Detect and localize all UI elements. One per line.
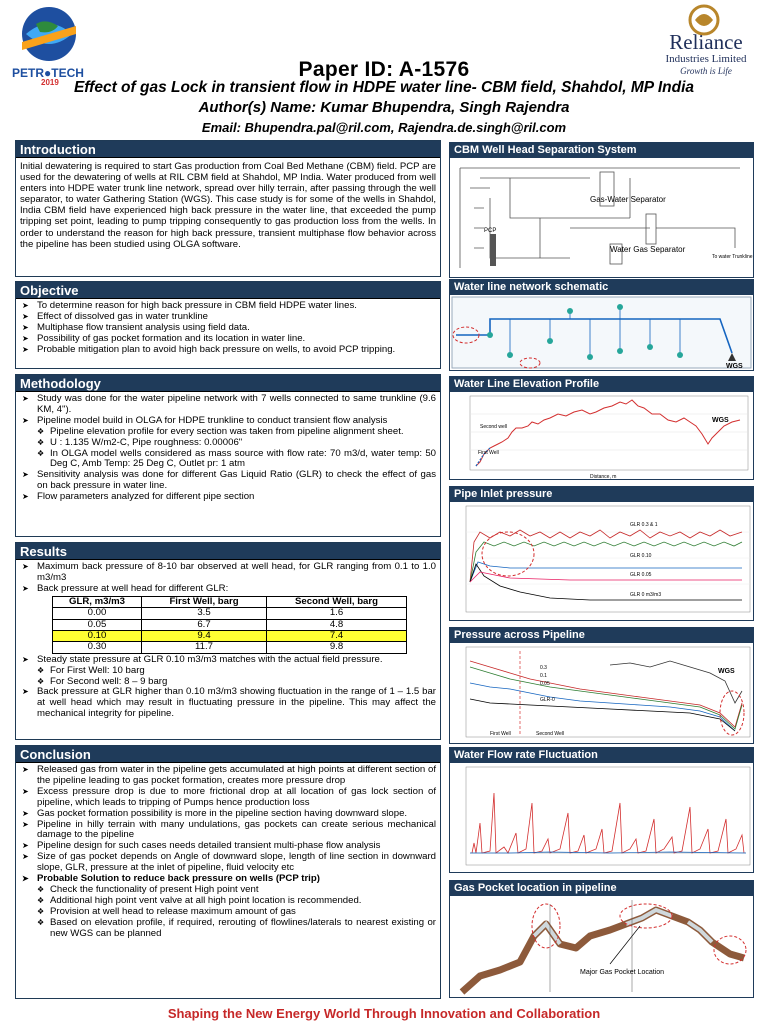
methodology-subitem: ❖ Pipeline elevation profile for every section was taken from pipeline alignment sheet. — [20, 427, 436, 438]
network-schematic-figure — [449, 279, 754, 371]
pressure-across-chart — [450, 643, 753, 743]
table-cell: 6.7 — [142, 619, 267, 630]
inlet-pressure-heading: Pipe Inlet pressure — [450, 487, 753, 502]
conclusion-item: ➤ Size of gas pocket depends on Angle of downward slope, length of line section in downward slope, GLR, pressure at the inlet of pipeline, fluid velocity etc — [20, 852, 436, 874]
gas-pocket-figure — [449, 880, 754, 998]
across-glr-label-1: 0.3 — [540, 665, 547, 671]
table-header-cell: First Well, barg — [142, 596, 267, 607]
inlet-glr-label-3: GLR 0.05 — [630, 572, 652, 578]
water-gas-separator-label: Water Gas Separator — [610, 245, 686, 254]
gas-pocket-label: Major Gas Pocket Location — [580, 969, 665, 976]
conclusion-section — [15, 745, 441, 999]
objective-item: ➤ Effect of dissolved gas in water trunkline — [20, 312, 436, 323]
across-glr-label-4: GLR-0 — [540, 697, 555, 703]
table-cell: 9.8 — [267, 642, 407, 653]
footer-tagline: Shaping the New Energy World Through Innovation and Collaboration — [167, 1006, 601, 1021]
methodology-subitem: ❖ U : 1.135 W/m2-C, Pipe roughness: 0.00006" — [20, 438, 436, 449]
elevation-second-well-label: Second well — [480, 424, 507, 430]
glr-pressure-table — [52, 596, 407, 654]
paper-id: Paper ID: A-1576 — [298, 58, 470, 81]
authors: Author(s) Name: Kumar Bhupendra, Singh Rajendra — [198, 99, 570, 116]
results-list-after — [16, 655, 440, 720]
conclusion-item: ➤ Pipeline in hilly terrain with many undulations, gas pockets can create serious mechanical damage to the pipeline — [20, 820, 436, 842]
conclusion-heading: Conclusion — [16, 746, 440, 763]
conclusion-item: ➤ Probable Solution to reduce back pressure on wells (PCP trip) — [20, 874, 436, 885]
methodology-list — [16, 392, 440, 503]
network-schematic-diagram — [450, 295, 753, 370]
conclusion-item: ➤ Gas pocket formation possibility is more in the pipeline section having downward slope. — [20, 809, 436, 820]
objective-heading: Objective — [16, 282, 440, 299]
results-item: ➤ Steady state pressure at GLR 0.10 m3/m3 matches with the actual field pressure. — [20, 655, 436, 666]
conclusion-subitem: ❖ Provision at well head to release maximum amount of gas — [20, 907, 436, 918]
table-row — [53, 630, 407, 641]
elevation-wgs-label: WGS — [712, 417, 729, 424]
network-wgs-label: WGS — [726, 363, 743, 370]
separation-system-figure — [449, 142, 754, 278]
objective-item: ➤ To determine reason for high back pressure in CBM field HDPE water lines. — [20, 301, 436, 312]
inlet-glr-label-4: GLR 0 m3/m3 — [630, 592, 662, 598]
inlet-glr-label-1: GLR 0.3 & 1 — [630, 522, 658, 528]
inlet-glr-label-2: GLR 0.10 — [630, 553, 652, 559]
petrotech-logo-year: 2019 — [41, 78, 59, 87]
inlet-pressure-figure — [449, 486, 754, 621]
emails: Email: Bhupendra.pal@ril.com, Rajendra.de.singh@ril.com — [201, 120, 567, 135]
table-cell: 0.05 — [53, 619, 142, 630]
table-cell: 3.5 — [142, 608, 267, 619]
methodology-item: ➤ Pipeline model build in OLGA for HDPE trunkline to conduct transient flow analysis — [20, 416, 436, 427]
methodology-section — [15, 374, 441, 537]
across-wgs-label: WGS — [718, 668, 735, 675]
flow-fluctuation-figure — [449, 747, 754, 873]
introduction-section — [15, 140, 441, 277]
table-cell: 7.4 — [267, 630, 407, 641]
pressure-across-figure — [449, 627, 754, 744]
across-glr-label-3: 0.05 — [540, 681, 550, 687]
elevation-first-well-label: First Well — [478, 450, 499, 456]
flow-fluctuation-chart — [450, 763, 753, 872]
results-subitem: ❖ For Second well: 8 – 9 barg — [20, 677, 436, 688]
conclusion-item: ➤ Pipeline design for such cases needs detailed transient multi-phase flow analysis — [20, 841, 436, 852]
reliance-logo-sub: Industries Limited — [665, 53, 747, 65]
methodology-item: ➤ Study was done for the water pipeline network with 7 wells connected to same trunkline (9.6 KM, 4"). — [20, 394, 436, 416]
table-row — [53, 619, 407, 630]
separation-system-diagram — [450, 158, 753, 277]
pcp-label: PCP — [484, 228, 497, 234]
results-item: ➤ Maximum back pressure of 8-10 bar observed at well head, for GLR ranging from 0.1 to 1.0 m3/m3 — [20, 562, 436, 584]
table-header-cell: Second Well, barg — [267, 596, 407, 607]
objective-list — [16, 299, 440, 356]
gas-pocket-heading: Gas Pocket location in pipeline — [450, 881, 753, 896]
reliance-logo-name: Reliance — [669, 30, 743, 54]
results-heading: Results — [16, 543, 440, 560]
network-schematic-heading: Water line network schematic — [450, 280, 753, 295]
results-subitem: ❖ For First Well: 10 barg — [20, 666, 436, 677]
table-cell: 0.30 — [53, 642, 142, 653]
table-cell: 0.00 — [53, 608, 142, 619]
methodology-subitem: ❖ In OLGA model wells considered as mass source with flow rate: 70 m3/d, water temp: 50 Deg C, Amb Temp: 25 Deg C, Outlet pr: 1 atm — [20, 449, 436, 471]
table-row — [53, 608, 407, 619]
across-first-well-label: First Well — [490, 731, 511, 737]
separation-system-heading: CBM Well Head Separation System — [450, 143, 753, 158]
methodology-heading: Methodology — [16, 375, 440, 392]
petrotech-logo-text: PETR●TECH — [12, 66, 84, 80]
results-list-before — [16, 560, 440, 595]
results-section — [15, 542, 441, 740]
conclusion-item: ➤ Excess pressure drop is due to more frictional drop at all location of gas lock section of pipeline, which leads to tripping of Pumps hence production loss — [20, 787, 436, 809]
reliance-logo-tagline: Growth is Life — [680, 66, 732, 76]
elevation-profile-figure — [449, 376, 754, 480]
across-second-well-label: Second Well — [536, 731, 564, 737]
flow-fluctuation-heading: Water Flow rate Fluctuation — [450, 748, 753, 763]
table-cell: 9.4 — [142, 630, 267, 641]
pressure-across-heading: Pressure across Pipeline — [450, 628, 753, 643]
elevation-profile-chart — [450, 392, 753, 479]
introduction-heading: Introduction — [16, 141, 440, 158]
to-trunkline-label: To water Trunkline — [712, 254, 753, 260]
conclusion-item: ➤ Released gas from water in the pipeline gets accumulated at high points at different section of the pipeline leading to gas pocket formation, creates more pressure drop — [20, 765, 436, 787]
gas-pocket-diagram — [450, 896, 753, 997]
inlet-pressure-chart — [450, 502, 753, 620]
objective-item: ➤ Multiphase flow transient analysis using field data. — [20, 323, 436, 334]
table-cell: 0.10 — [53, 630, 142, 641]
poster-title: Effect of gas Lock in transient flow in HDPE water line- CBM field, Shahdol, MP India — [73, 79, 695, 96]
results-item: ➤ Back pressure at well head for different GLR: — [20, 584, 436, 595]
conclusion-subitem: ❖ Based on elevation profile, if required, rerouting of flowlines/laterals to nearest existing or new WGS can be planned — [20, 918, 436, 940]
methodology-item: ➤ Sensitivity analysis was done for different Gas Liquid Ratio (GLR) to check the effect of gas on back pressure in water line. — [20, 470, 436, 492]
conclusion-subitem: ❖ Check the functionality of present High point vent — [20, 885, 436, 896]
conclusion-list — [16, 763, 440, 940]
gas-water-separator-label: Gas-Water Separator — [590, 195, 666, 204]
table-cell: 4.8 — [267, 619, 407, 630]
elevation-xlabel: Distance, m — [590, 474, 617, 479]
table-cell: 11.7 — [142, 642, 267, 653]
results-item: ➤ Back pressure at GLR higher than 0.10 m3/m3 showing fluctuation in the range of 1 – 1.5 bar at well head which may result in fluctuating pressure in the pipeline. This may affect the mechanical integrity for pipeline. — [20, 687, 436, 720]
across-glr-label-2: 0.1 — [540, 673, 547, 679]
elevation-profile-heading: Water Line Elevation Profile — [450, 377, 753, 392]
table-header-cell: GLR, m3/m3 — [53, 596, 142, 607]
methodology-item: ➤ Flow parameters analyzed for different pipe section — [20, 492, 436, 503]
introduction-body: Initial dewatering is required to start Gas production from Coal Bed Methane (CBM) field. PCP are used for the dewatering of wells at RIL CBM field at Shahdol, MP India. Water produced from well enters into HDPE water trunk line network, spread over hilly terrain, after passing through the well separator, to water Gathering Station (WGS). This case study is for some of the wells in Shahdol, India CBM field have experienced high back pressure in the water line, that exceeded the pump tripping set point, leading to pump tripping consequently to gas production loss from the wells. In order to understand the reason for high back pressure, transient multiphase flow behavior across the pipeline has been studied using OLGA software. — [20, 161, 436, 250]
table-cell: 1.6 — [267, 608, 407, 619]
conclusion-subitem: ❖ Additional high point vent valve at all high point location is recommended. — [20, 896, 436, 907]
objective-item: ➤ Probable mitigation plan to avoid high back pressure on wells, to avoid PCP tripping. — [20, 345, 436, 356]
objective-section — [15, 281, 441, 369]
table-row — [53, 642, 407, 653]
objective-item: ➤ Possibility of gas pocket formation and its location in water line. — [20, 334, 436, 345]
